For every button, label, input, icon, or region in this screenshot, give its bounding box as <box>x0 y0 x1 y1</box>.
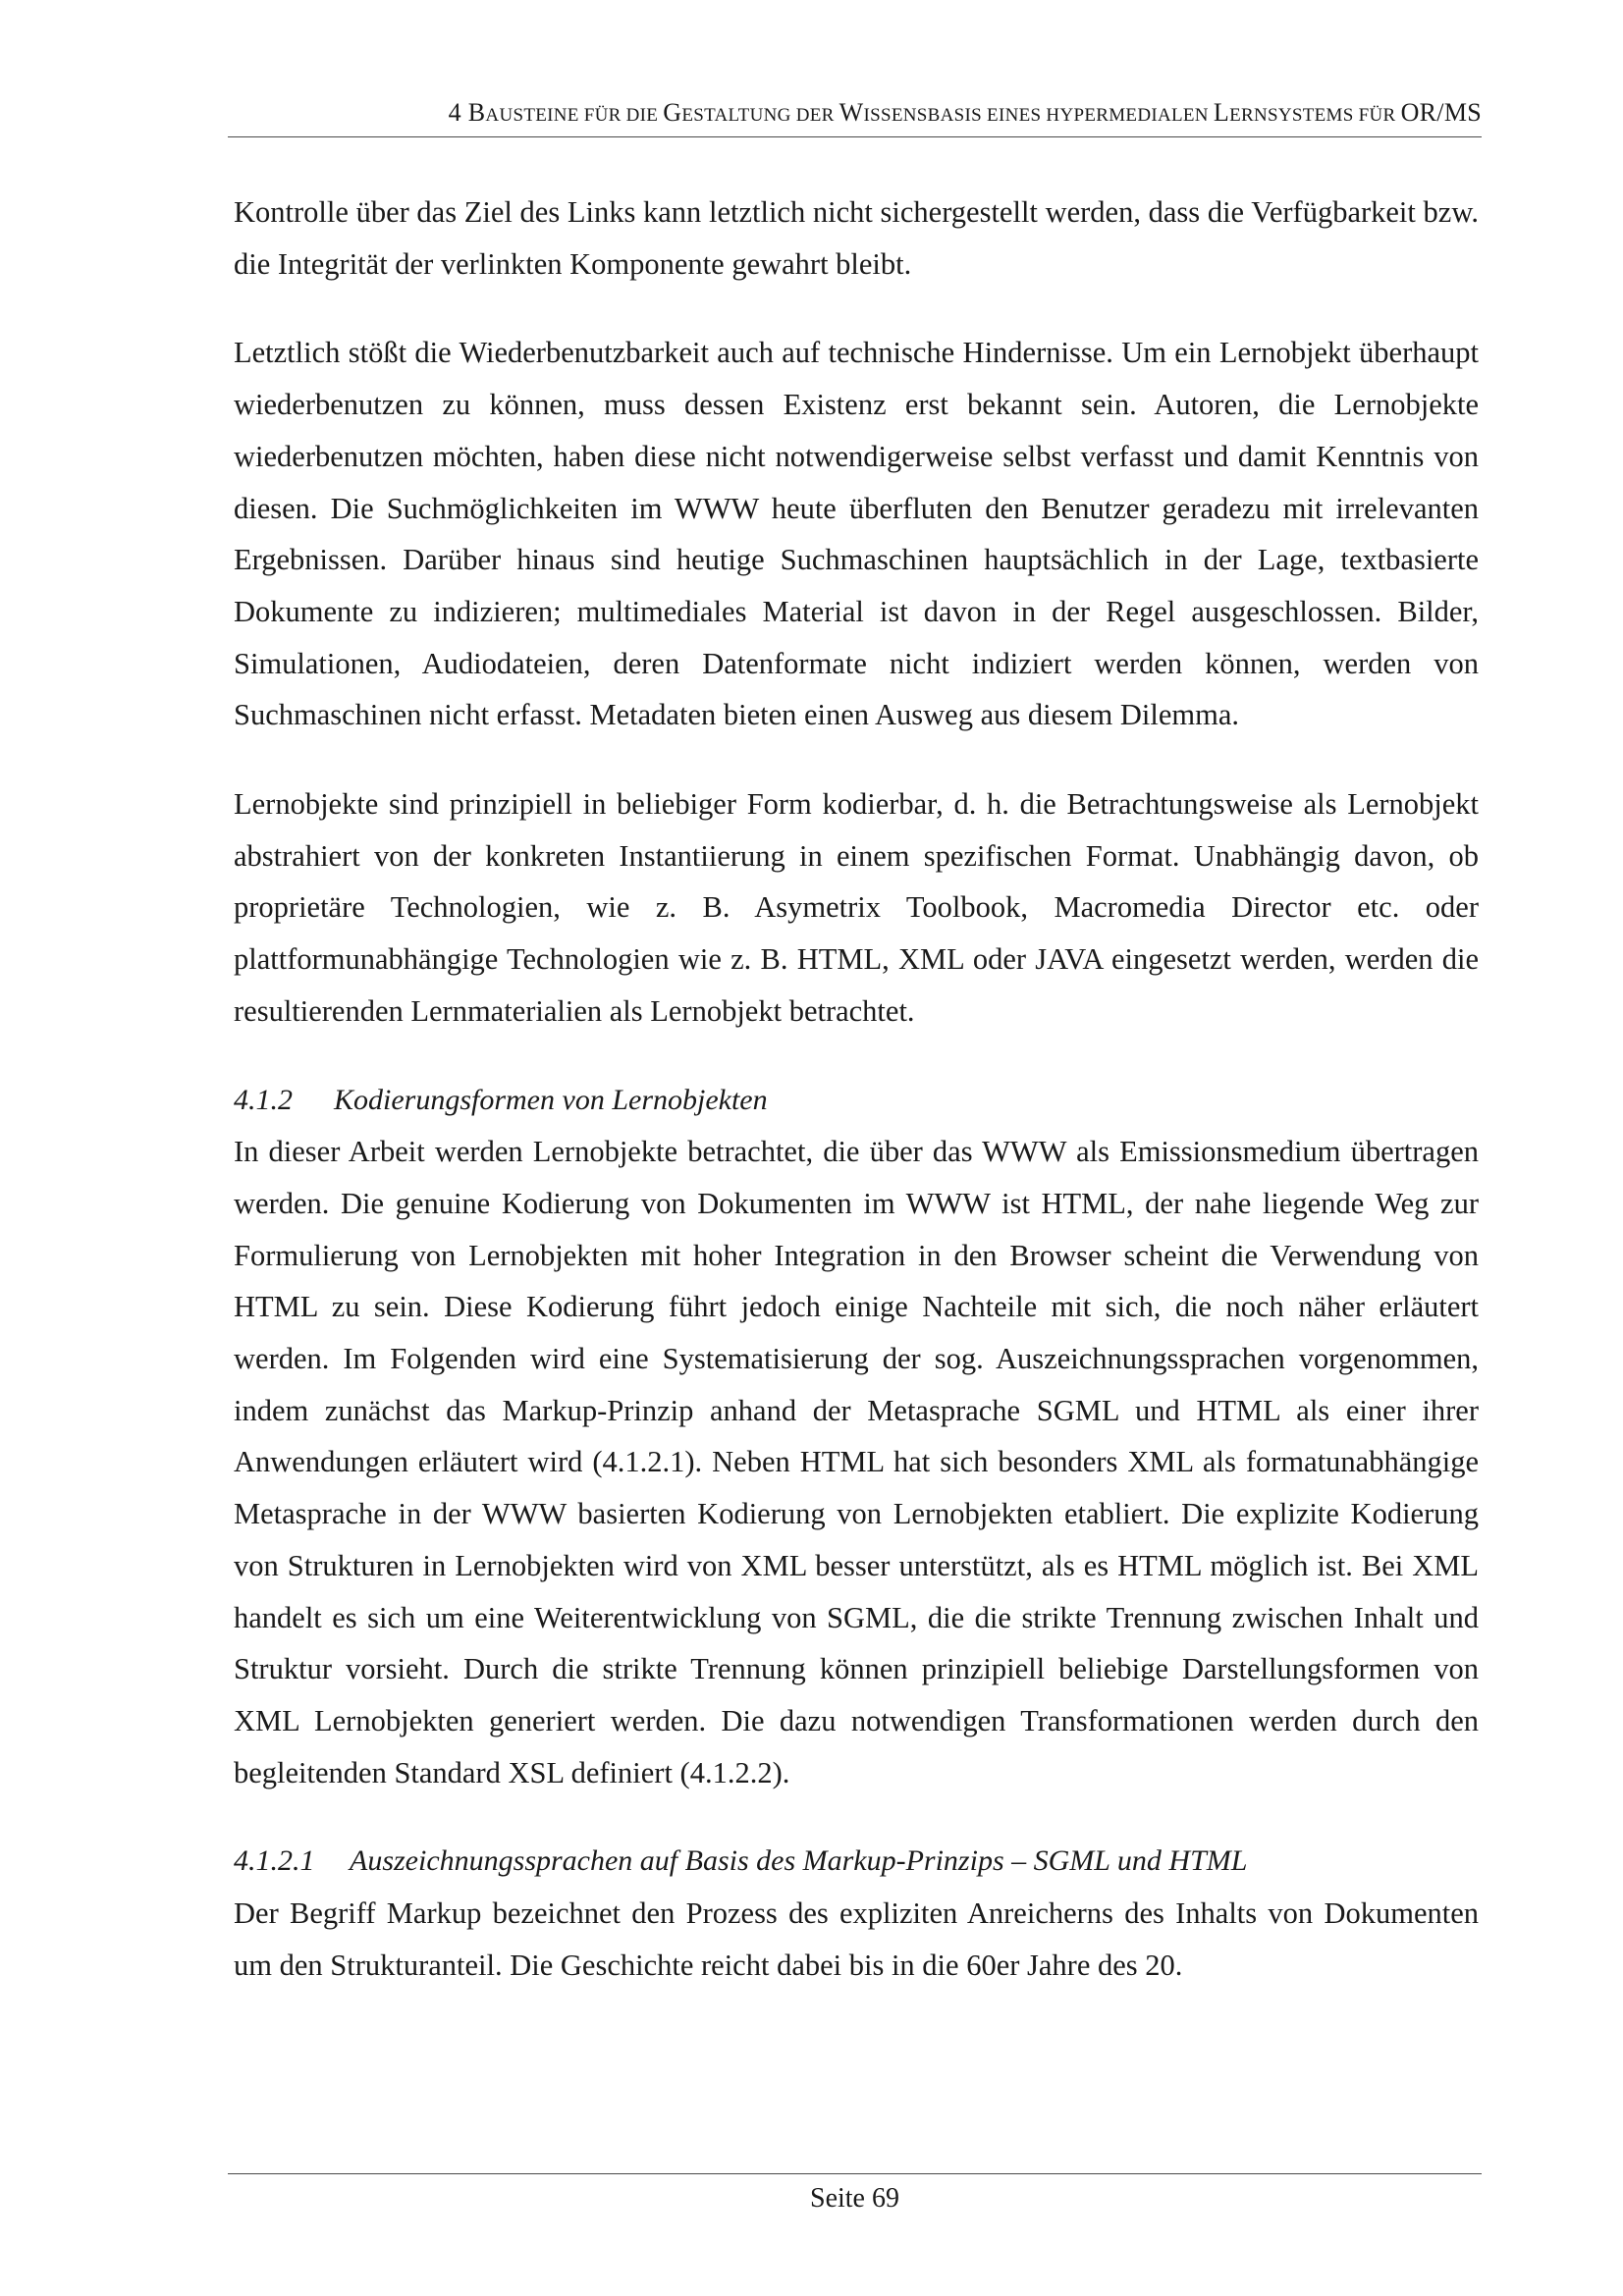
body-text <box>234 187 1479 1992</box>
section-heading-4-1-2-1 <box>234 1836 1479 1888</box>
paragraph-1: Kontrolle über das Ziel des Links kann letztlich nicht sichergestellt werden, dass die Verfügbarkeit bzw. die Integrität der verlinkten Komponente gewahrt bleibt. <box>234 195 1479 281</box>
paragraph-5: Der Begriff Markup bezeichnet den Prozess des expliziten Anreicherns des Inhalts von Dokumenten um den Strukturanteil. Die Geschichte reicht dabei bis in die 60er Jahre des 20. <box>234 1896 1479 1982</box>
header-cap-w: W <box>839 98 864 127</box>
header-tail: OR/MS <box>1400 98 1482 127</box>
paragraph-3: Lernobjekte sind prinzipiell in beliebiger Form kodierbar, d. h. die Betrachtungsweise als Lernobjekt abstrahiert von der konkreten Instantiierung in einem spezifischen Format. Unabhängig davon, ob proprietäre Technologien, wie z. B. Asymetrix Toolbook, Macromedia Director etc. oder plattformunabhängige Technologien wie z. B. HTML, XML oder JAVA eingesetzt werden, werden die resultierenden Lernmaterialien als Lernobjekt betrachtet. <box>234 787 1479 1028</box>
header-cap-l: L <box>1213 98 1230 127</box>
section-title: Kodierungsformen von Lernobjekten <box>334 1083 768 1116</box>
header-smallcaps-gestaltung: ESTALTUNG DER <box>681 105 839 126</box>
header-cap-g: G <box>663 98 682 127</box>
paragraph-4: In dieser Arbeit werden Lernobjekte betrachtet, die über das WWW als Emissionsmedium übertragen werden. Die genuine Kodierung von Dokumenten im WWW ist HTML, der nahe liegende Weg zur Formulierung von Lernobjekten mit hoher Integration in den Browser scheint die Verwendung von HTML zu sein. Diese Kodierung führt jedoch einige Nachteile mit sich, die noch näher erläutert werden. Im Folgenden wird eine Systematisierung der sog. Auszeichnungssprachen vorgenommen, indem zunächst das Markup-Prinzip anhand der Metasprache SGML und HTML als einer ihrer Anwendungen erläutert wird (4.1.2.1). Neben HTML hat sich besonders XML als formatunabhängige Metasprache in der WWW basierten Kodierung von Lernobjekten etabliert. Die explizite Kodierung von Strukturen in Lernobjekten wird von XML besser unterstützt, als es HTML möglich ist. Bei XML handelt es sich um eine Weiterentwicklung von SGML, die die strikte Trennung zwischen Inhalt und Struktur vorsieht. Durch die strikte Trennung können prinzipiell beliebige Darstellungsformen von XML Lernobjekten generiert werden. Die dazu notwendigen Transformationen werden durch den begleitenden Standard XSL definiert (4.1.2.2). <box>234 1135 1479 1789</box>
header-smallcaps-bausteine: AUSTEINE FÜR DIE <box>485 105 664 126</box>
subsection-title: Auszeichnungssprachen auf Basis des Markup-Prinzips – SGML und HTML <box>350 1844 1248 1878</box>
header-smallcaps-lernsystems: ERNSYSTEMS FÜR <box>1229 105 1401 126</box>
subsection-number: 4.1.2.1 <box>234 1844 315 1878</box>
section-heading-4-1-2 <box>234 1075 1479 1127</box>
section-number: 4.1.2 <box>234 1083 293 1116</box>
page-number: Seite 69 <box>810 2183 899 2214</box>
header-rule <box>228 136 1482 137</box>
footer-rule <box>228 2173 1482 2174</box>
header-smallcaps-wissensbasis: ISSENSBASIS EINES HYPERMEDIALEN <box>863 105 1214 126</box>
paragraph-2: Letztlich stößt die Wiederbenutzbarkeit auch auf technische Hindernisse. Um ein Lernobjekt überhaupt wiederbenutzen zu können, muss dessen Existenz erst bekannt sein. Autoren, die Lernobjekte wiederbenutzen möchten, haben diese nicht notwendigerweise selbst verfasst und damit Kenntnis von diesen. Die Suchmöglichkeiten im WWW heute überfluten den Benutzer geradezu mit irrelevanten Ergebnissen. Darüber hinaus sind heutige Suchmaschinen hauptsächlich in der Lage, textbasierte Dokumente zu indizieren; multimediales Material ist davon in der Regel ausgeschlossen. Bilder, Simulationen, Audiodateien, deren Datenformate nicht indiziert werden können, werden von Suchmaschinen nicht erfasst. Metadaten bieten einen Ausweg aus diesem Dilemma. <box>234 336 1479 732</box>
header-chapter-number: 4 <box>448 98 468 127</box>
header-cap-b: B <box>467 98 486 127</box>
running-header <box>228 98 1482 128</box>
